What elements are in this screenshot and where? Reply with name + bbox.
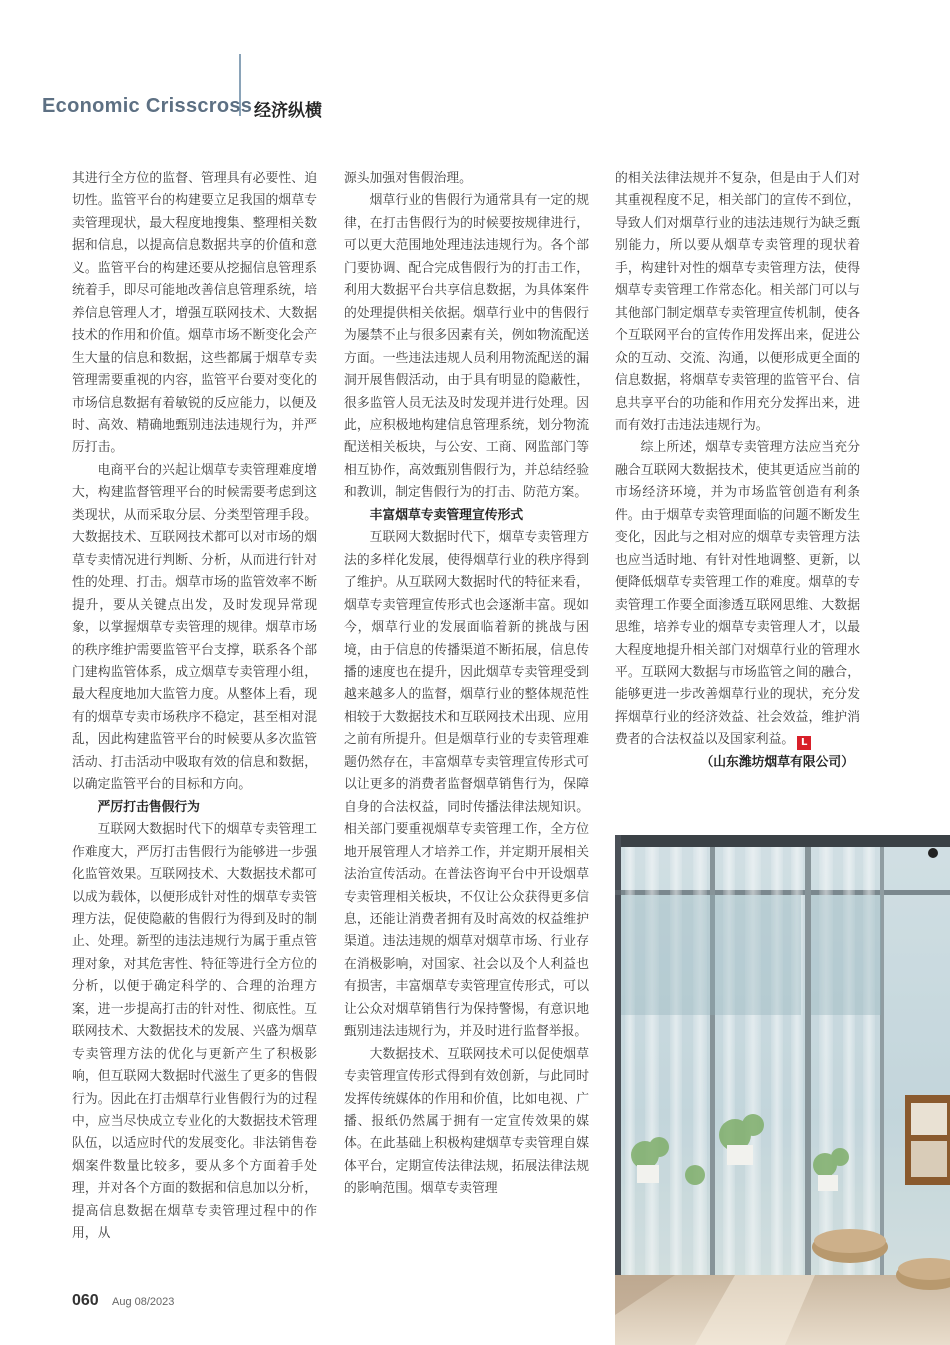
paragraph: 大数据技术、互联网技术可以促使烟草专卖管理宣传形式得到有效创新，与此同时发挥传统媒体的作用和价值，比如电视、广播、报纸仍然属于拥有一定宣传效果的媒体。在此基础上积极构建烟草专卖管理自媒体平台，定期宣传法律法规，拓展法律法规的影响范围。烟草专卖管理 bbox=[344, 1046, 589, 1197]
issue-date: Aug 08/2023 bbox=[112, 1296, 175, 1308]
subheading-crackdown: 严厉打击售假行为 bbox=[97, 799, 200, 815]
subheading-publicity: 丰富烟草专卖管理宣传形式 bbox=[369, 507, 524, 523]
text-column-1 bbox=[72, 168, 317, 1246]
window-curtain-photo bbox=[615, 835, 950, 1345]
paragraph: 互联网大数据时代下，烟草专卖管理方法的多样化发展，使得烟草行业的秩序得到了维护。从互联网大数据时代的特征来看，烟草专卖管理宣传形式也会逐渐丰富。现如今，烟草行业的发展面临着新的挑战与困境，由于信息的传播渠道不断拓展，信息传播的速度也在提升，因此烟草专卖管理受到越来越多人的监督，烟草行业的整体规范性相较于大数据技术和互联网技术出现、应用之前有所提升。但是烟草行业的专卖管理难题仍然存在，丰富烟草专卖管理宣传形式可以让更多的消费者监督烟草销售行为，保障自身的合法权益，同时传播法律法规知识。相关部门要重视烟草专卖管理工作，全方位地开展管理人才培养工作，并定期开展相关法治宣传活动。在普法咨询平台中开设烟草专卖管理相关板块，不仅让公众获得更多信息，还能让消费者拥有及时高效的权益维护渠道。违法违规的烟草对烟草市场、行业存在消极影响，对国家、社会以及个人利益也有损害，丰富烟草专卖管理宣传形式，可以让公众对烟草销售行为保持警惕，有意识地甄别违法违规行为，并及时进行监督举报。 bbox=[344, 530, 589, 1040]
paragraph: 互联网大数据时代下的烟草专卖管理工作难度大，严厉打击售假行为能够进一步强化监管效果。互联网技术、大数据技术都可以成为载体，以便形成针对性的烟草专卖管理方法，促使隐蔽的售假行为得到及时的制止、处理。新型的违法违规行为属于重点管理对象，对其危害性、特征等进行全方位的分析，以便于确定科学的、合理的治理方案，进一步提高打击的针对性、彻底性。互联网技术、大数据技术的发展、兴盛为烟草专卖管理方法的优化与更新产生了积极影响，但互联网大数据时代滋生了更多的售假行为。因此在打击烟草行业售假行为的过程中，应当尽快成立专业化的大数据技术管理队伍，以适应时代的发展变化。非法销售卷烟案件数量比较多，要从多个方面着手处理，并对各个方面的数据和信息加以分析，提高信息数据在烟草专卖管理过程中的作用，从 bbox=[72, 822, 317, 1242]
section-title-en: Economic Crisscross bbox=[42, 95, 253, 117]
article-source: （山东潍坊烟草有限公司） bbox=[700, 754, 854, 770]
end-mark-icon: L bbox=[797, 736, 811, 750]
section-title-cn: 经济纵横 bbox=[254, 101, 322, 121]
text-column-2 bbox=[344, 168, 589, 1201]
paragraph: 烟草行业的售假行为通常具有一定的规律，在打击售假行为的时候要按规律进行，可以更大范围地处理违法违规行为。各个部门要协调、配合完成售假行为的打击工作，利用大数据平台共享信息数据，为具体案件的处理提供相关依据。烟草行业中的售假行为屡禁不止与很多因素有关，例如物流配送方面。一些违法违规人员利用物流配送的漏洞开展售假活动，由于具有明显的隐蔽性，很多监管人员无法及时发现并进行处理。因此，应积极地构建信息管理系统，划分物流配送相关板块，与公安、工商、网监部门等相互协作，高效甄别售假行为，并总结经验和教训，制定售假行为的打击、防范方案。 bbox=[344, 193, 589, 501]
paragraph: 电商平台的兴起让烟草专卖管理难度增大，构建监督管理平台的时候需要考虑到这类现状，从而采取分层、分类型管理手段。大数据技术、互联网技术都可以对市场的烟草专卖情况进行判断、分析，从而进行针对性的处理、打击。烟草市场的监管效率不断提升，要从关键点出发，及时发现异常现象，以掌握烟草专卖管理的规律。烟草市场的秩序维护需要监管平台支撑，联系各个部门建构监管体系，成立烟草专卖管理小组，最大程度地加大监管力度。从整体上看，现有的烟草专卖市场秩序不稳定，甚至相对混乱，因此构建监管平台的时候要从多次监管活动、打击活动中吸取有效的信息和数据，以确定监管平台的目标和方向。 bbox=[72, 462, 317, 793]
paragraph-conclusion bbox=[615, 437, 860, 751]
conclusion-text: 综上所述，烟草专卖管理方法应当充分融合互联网大数据技术，使其更适应当前的市场经济环境，并为市场监管创造有利条件。由于烟草专卖管理面临的问题不断发生变化，因此与之相对应的烟草专卖管理方法也应当适时地、有针对性地调整、更新，以便降低烟草专卖管理工作的难度。烟草的专卖管理工作要全面渗透互联网思维、大数据思维，培养专业的烟草专卖管理人才，以最大程度地提升相关部门对烟草行业的管理水平。互联网大数据与市场监管之间的融合，能够更进一步改善烟草行业的现状，充分发挥烟草行业的经济效益、社会效益，维护消费者的合法权益以及国家利益。 bbox=[615, 440, 860, 748]
paragraph: 其进行全方位的监督、管理具有必要性、迫切性。监管平台的构建要立足我国的烟草专卖管理现状，最大程度地搜集、整理相关数据和信息，以提高信息数据共享的价值和意义。监管平台的构建还要从挖掘信息管理系统着手，即尽可能地改善信息管理系统，培养信息管理人才，增强互联网技术、大数据技术的作用和价值。烟草市场不断变化会产生大量的信息和数据，这些都属于烟草专卖管理需要重视的内容，监管平台要对变化的市场信息数据有着敏锐的反应能力，以便及时、高效、精确地甄别违法违规行为，并严厉打击。 bbox=[72, 171, 317, 456]
paragraph: 的相关法律法规并不复杂，但是由于人们对其重视程度不足，相关部门的宣传不到位，导致人们对烟草行业的违法违规行为缺乏甄别能力，所以要从烟草专卖管理的现状着手，构建针对性的烟草专卖管理方法，使得烟草专卖管理工作常态化。相关部门可以与其他部门制定烟草专卖管理宣传机制，使各个互联网平台的宣传作用发挥出来，促进公众的互动、交流、沟通，以便形成更全面的信息数据，将烟草专卖管理的监管平台、信息共享平台的功能和作用充分发挥出来，进而有效打击违法违规行为。 bbox=[615, 171, 860, 433]
paragraph: 源头加强对售假治理。 bbox=[344, 171, 472, 186]
page-number: 060 bbox=[72, 1292, 99, 1309]
text-column-3 bbox=[615, 168, 860, 774]
